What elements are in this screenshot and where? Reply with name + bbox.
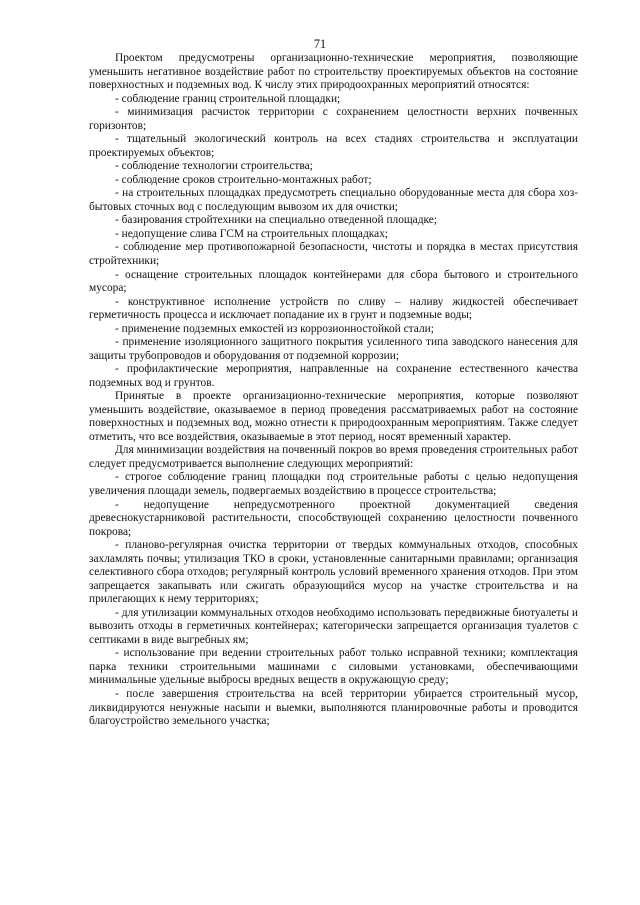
- list-item: - недопущение непредусмотренного проектной документацией сведения древеснокустарниковой растительности, способствующей сохранению целостности почвенного покрова;: [89, 498, 578, 538]
- list-item: - недопущение слива ГСМ на строительных площадках;: [115, 227, 389, 240]
- list-item: - соблюдение технологии строительства;: [115, 160, 313, 173]
- list-item: - тщательный экологический контроль на всех стадиях строительства и эксплуатации проектируемых объектов;: [89, 133, 578, 159]
- list-item: - для утилизации коммунальных отходов необходимо использовать передвижные биотуалеты и вывозить отходы в герметичных контейнерах; категорически запрещается организация туалетов с септиками в виде выгребных ям;: [89, 606, 578, 646]
- list-item: - соблюдение мер противопожарной безопасности, чистоты и порядка в местах присутствия стройтехники;: [89, 241, 578, 267]
- list-item: - применение подземных емкостей из коррозионностойкой стали;: [115, 322, 434, 335]
- list-item: - оснащение строительных площадок контейнерами для сбора бытового и строительного мусора;: [89, 268, 578, 295]
- list-item: - профилактические мероприятия, направленные на сохранение естественного качества подземных вод и грунтов.: [89, 363, 578, 389]
- page-number: 71: [313, 37, 327, 51]
- body-paragraph: Для минимизации воздействия на почвенный покров во время проведения строительных работ следует предусмотривается выполнение следующих мероприятий:: [89, 444, 578, 470]
- list-item: - конструктивное исполнение устройств по сливу – наливу жидкостей обеспечивает герметичность процесса и исключает попадание их в грунт и подземные воды;: [89, 295, 578, 322]
- list-item: - базирования стройтехники на специально отведенной площадке;: [115, 214, 438, 227]
- intro-paragraph: Проектом предусмотрены организационно-технические мероприятия, позволяющие уменьшить негативное воздействие работ по строительству проектируемых объектов на состояние поверхностных и подземных вод. К числу этих природоохранных мероприятий относятся:: [89, 52, 578, 92]
- list-item: - применение изоляционного защитного покрытия усиленного типа заводского нанесения для защиты трубопроводов и оборудования от подземной коррозии;: [89, 336, 578, 362]
- list-item: - на строительных площадках предусмотреть специально оборудованные места для сбора хоз-бытовых сточных вод с последующим вывозом их для очистки;: [89, 187, 578, 213]
- body-paragraph: Принятые в проекте организационно-технические мероприятия, которые позволяют уменьшить воздействие, оказываемое в период проведения рассматриваемых работ на состояние поверхностных и подземных вод, можно отнести к природоохранным мероприятиям. Также следует отметить, что все воздействия, оказываемые в этот период, носят временный характер.: [89, 390, 578, 443]
- list-item: - соблюдение границ строительной площадки;: [115, 92, 341, 105]
- list-item: - после завершения строительства на всей территории убирается строительный мусор, ликвидируются ненужные насыпи и выемки, выполняются планировочные работы и проводится благоустройство земельного участка;: [89, 687, 578, 728]
- list-item: - планово-регулярная очистка территории от твердых коммунальных отходов, способных захламлять почвы; утилизация ТКО в сроки, установленные санитарными правилами; организация селективного сбора отходов; регулярный контроль условий временного хранения отходов. При этом запрещается закапывать или сжигать образующийся мусор на участке строительства и на прилегающих к нему территориях;: [89, 539, 578, 606]
- list-item: - использование при ведении строительных работ только исправной техники; комплектация парка техники строительными машинами с силовыми установками, обеспечивающими минимальные удельные выбросы вредных веществ в окружающую среду;: [89, 647, 578, 687]
- document-body: [89, 52, 578, 729]
- list-item: - минимизация расчисток территории с сохранением целостности верхних почвенных горизонтов;: [89, 106, 578, 132]
- list-item: - соблюдение сроков строительно-монтажных работ;: [115, 173, 372, 186]
- list-item: - строгое соблюдение границ площадки под строительные работы с целью недопущения увеличения площади земель, подвергаемых воздействию в процессе строительства;: [89, 471, 578, 497]
